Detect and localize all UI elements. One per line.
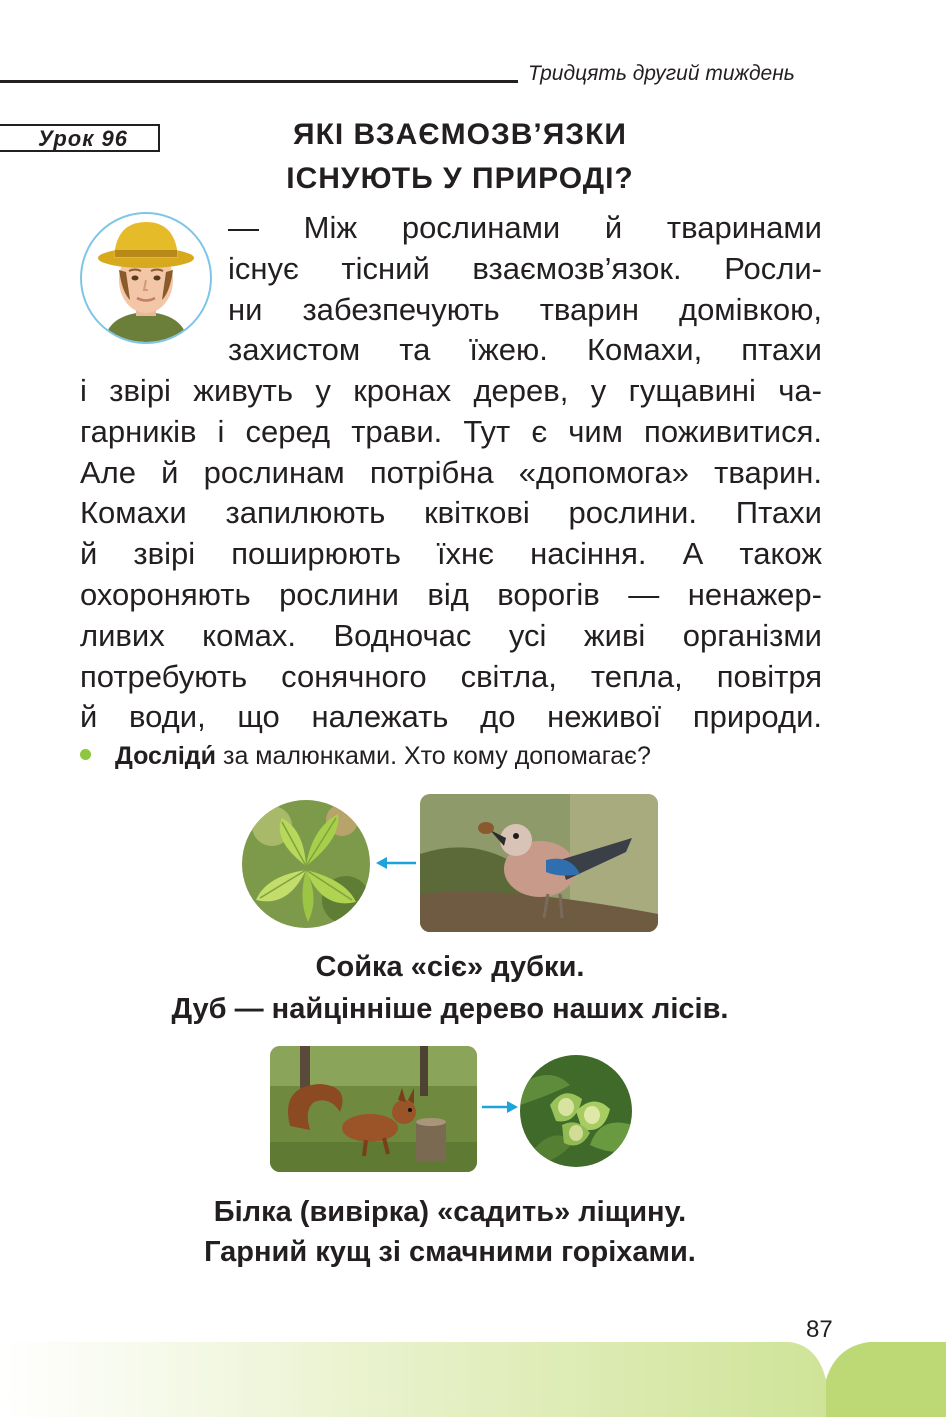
text-line: й звірі поширюють їхнє насіння. А також — [80, 536, 822, 572]
bullet-icon — [80, 749, 91, 760]
jay-caption-line-2: Дуб — найцінніше дерево наших лісів. — [171, 993, 729, 1025]
text-line: охороняють рослини від ворогів — ненажер- — [80, 576, 822, 612]
text-line: — Між рослинами й тваринами — [228, 210, 822, 245]
running-header-week: Тридцять другий тиждень — [528, 62, 795, 85]
jay-caption-line-1: Сойка «сіє» дубки. — [315, 951, 585, 983]
text-line: гарників і серед трави. Тут є чим поживитися. — [80, 413, 822, 449]
page-title-line-1: ЯКІ ВЗАЄМОЗВ’ЯЗКИ — [293, 118, 627, 151]
intro-paragraph — [228, 208, 822, 371]
jay-bird-photo — [420, 794, 658, 932]
task-instruction — [80, 742, 651, 771]
arrow-left-icon — [376, 856, 416, 870]
squirrel-photo — [270, 1046, 477, 1172]
squirrel-caption-line-2: Гарний кущ зі смачними горіхами. — [204, 1236, 696, 1268]
text-line: й води, що належать до неживої природи. — [80, 699, 822, 735]
page-number: 87 — [806, 1316, 833, 1343]
arrow-right-icon — [482, 1100, 518, 1114]
text-line: і звірі живуть у кронах дерев, у гущавині ча- — [80, 373, 822, 408]
hazelnut-photo — [520, 1055, 632, 1167]
text-line: Комахи запилюють квіткові рослини. Птахи — [80, 495, 822, 531]
character-avatar — [80, 212, 212, 344]
text-line: Але й рослинам потрібна «допомога» тварин. — [80, 454, 822, 490]
lesson-label-box — [0, 124, 160, 152]
squirrel-caption-line-1: Білка (вивірка) «садить» ліщину. — [213, 1196, 687, 1228]
task-text: за малюнками. Хто кому допомагає? — [216, 742, 651, 770]
page-title-line-2: ІСНУЮТЬ У ПРИРОДІ? — [286, 162, 634, 195]
body-paragraph — [80, 371, 822, 738]
text-line: існує тісний взаємозв’язок. Росли- — [228, 250, 822, 286]
task-verb: Досліди́ — [115, 742, 217, 770]
header-rule — [0, 80, 518, 83]
text-line: ливих комах. Водночас усі живі організми — [80, 617, 822, 653]
lesson-label: Урок 96 — [38, 126, 128, 151]
text-line: захистом та їжею. Комахи, птахи — [228, 332, 822, 368]
oak-seedling-photo — [242, 800, 370, 928]
text-line: ни забезпечують тварин домівкою, — [228, 291, 822, 327]
footer-decor — [0, 1340, 946, 1417]
text-line: потребують сонячного світла, тепла, повітря — [80, 658, 822, 694]
